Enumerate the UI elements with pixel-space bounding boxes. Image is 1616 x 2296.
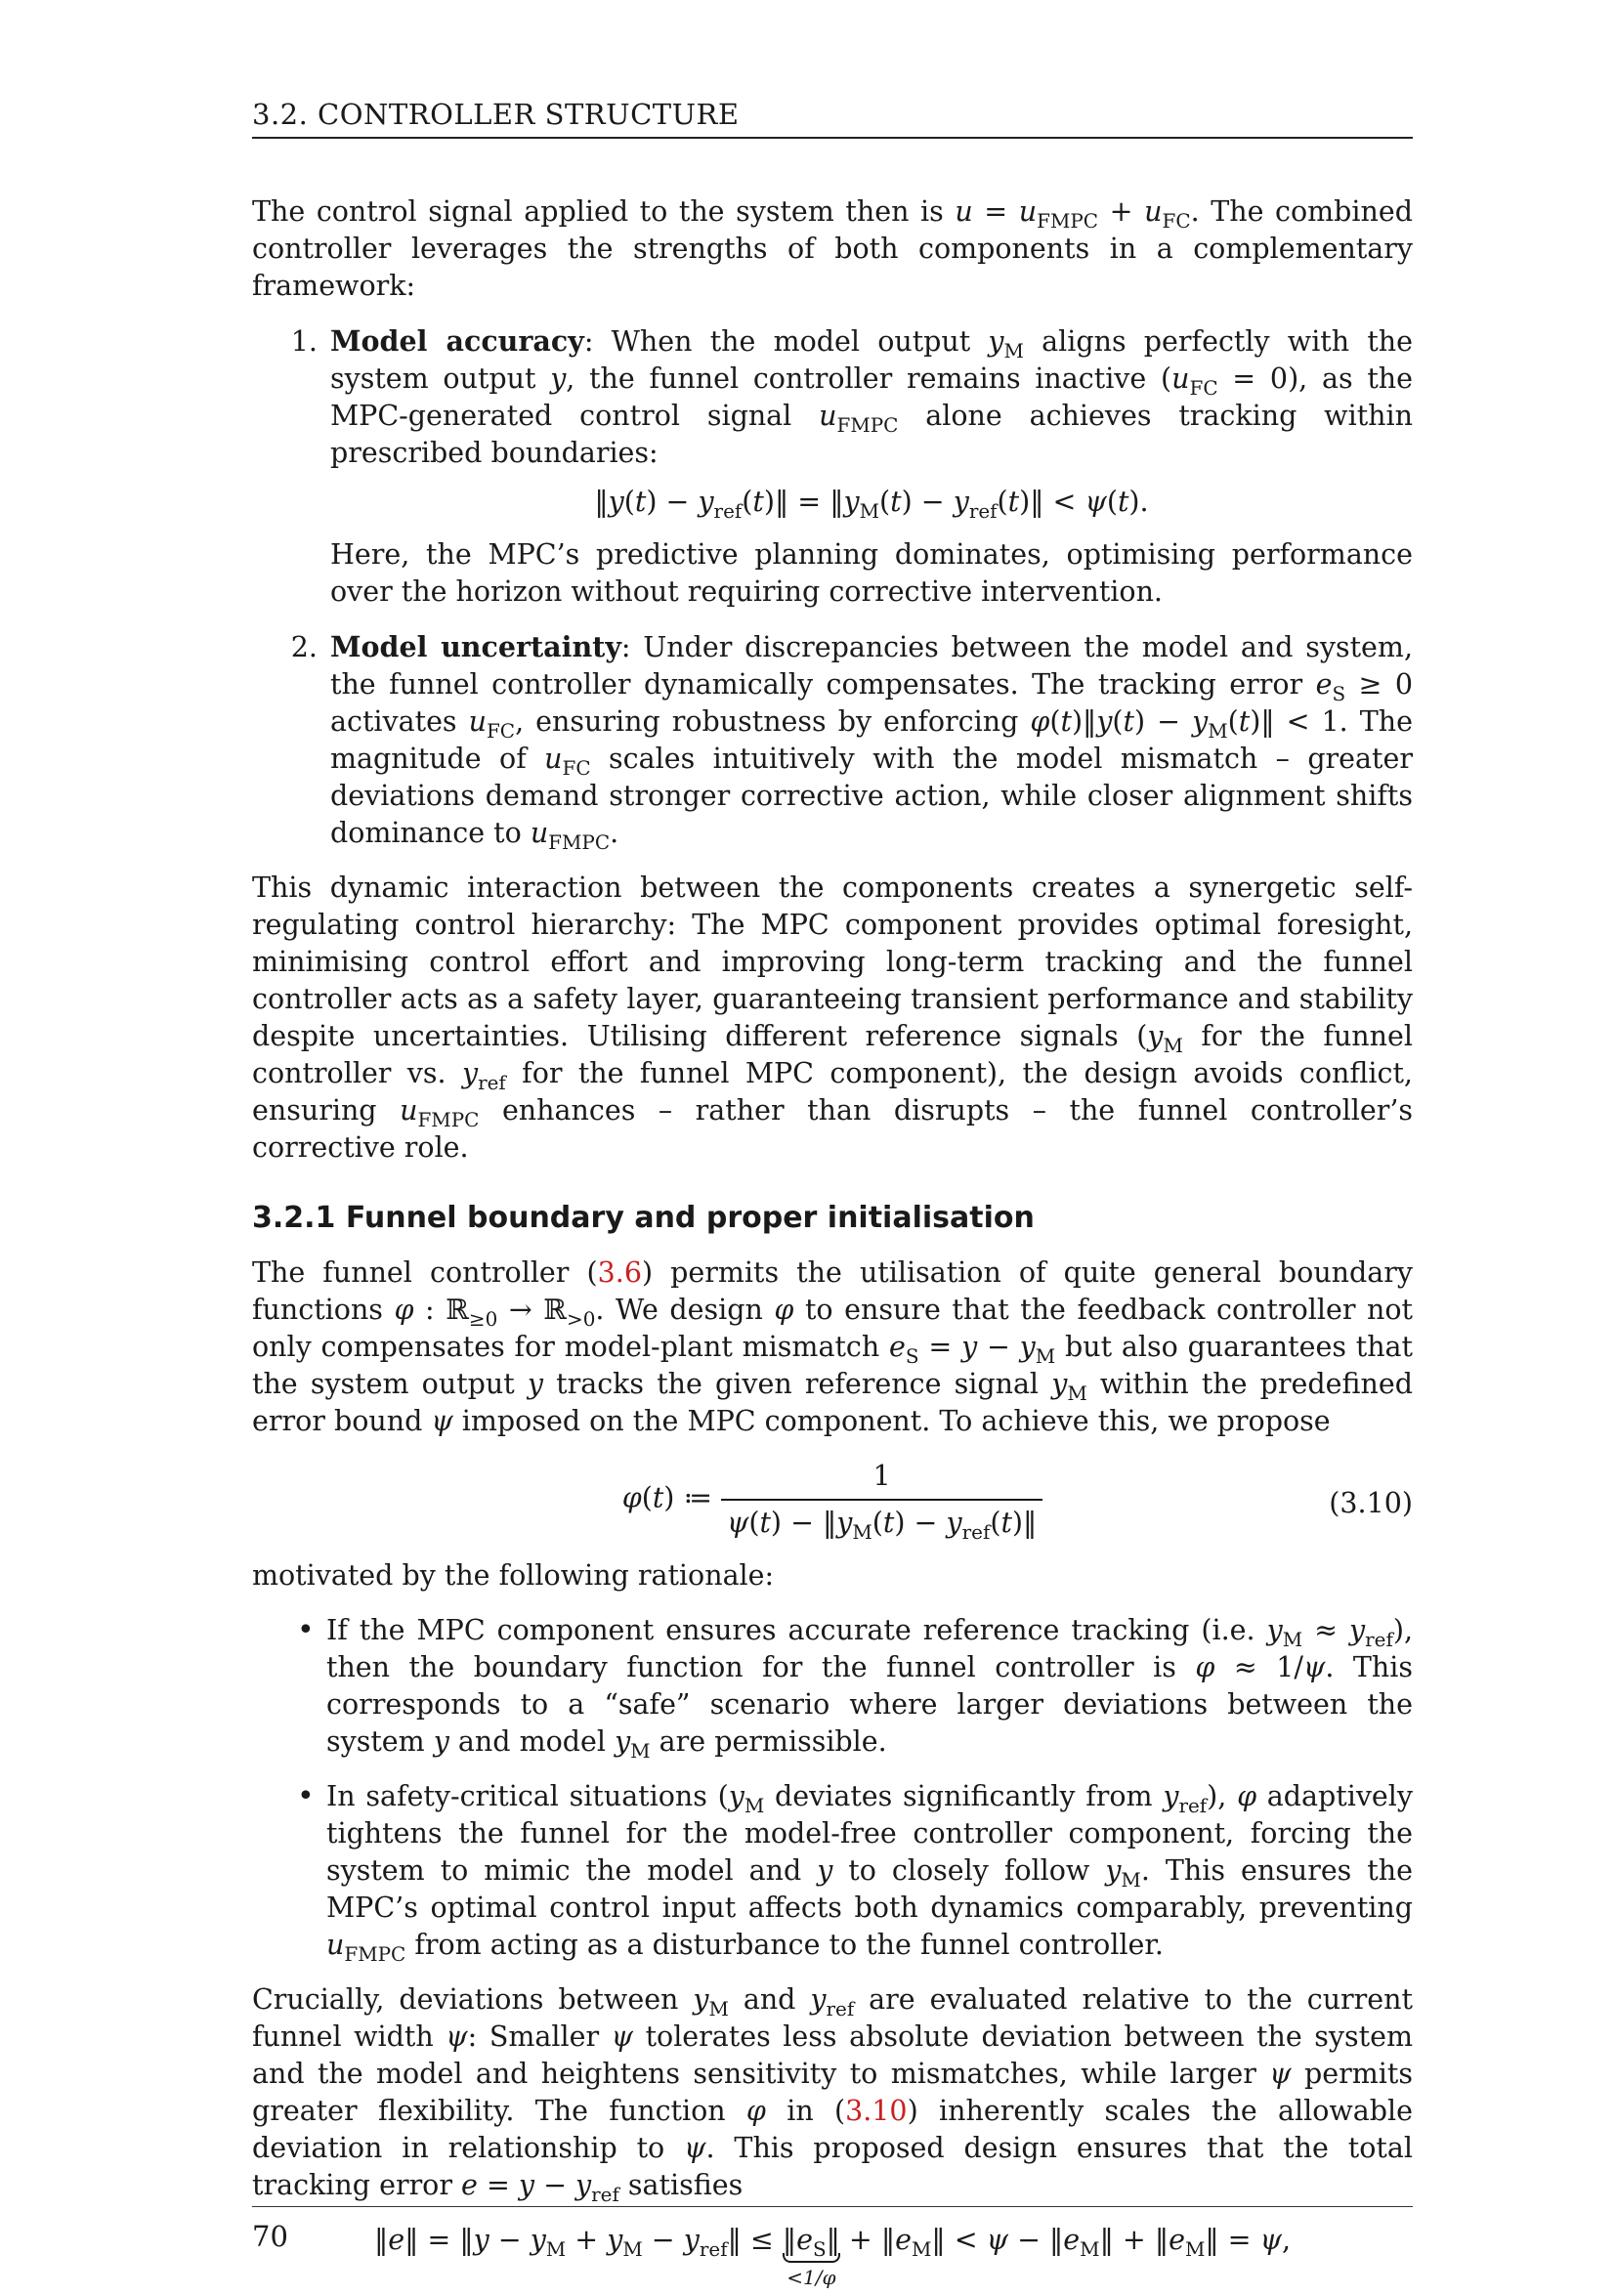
footer-rule — [252, 2206, 1413, 2207]
list-item-model-accuracy: 1. Model accuracy: When the model output $y_M$ aligns perfectly with the system output y, the funnel controller remains inactive $(u_{FC} = 0)$, as the MPC-generated control signal $u_{FMPC}$ alone achieves tracking within prescribed boundaries: ‖y(t) − $y_{ref}(t)‖$ = $‖y_M(t)$ − $y_{ref}(t)‖ < \psi(t)$. Here, the MPC’s predictive planning dominates, optimising performance over the horizon without requiring corrective intervention. — [326, 322, 1413, 611]
intro-paragraph: The control signal applied to the system then is $u = u_{FMPC} + u_{FC}$. The combined controller leverages the strengths of both components in a complementary framework: — [252, 195, 1414, 302]
equation-reference-link[interactable]: 3.6 — [597, 1256, 642, 1289]
bullet-safety-critical: • In safety-critical situations ($y_M$ deviates significantly from $y_{ref}$), φ adaptively tightens the funnel for the model-free controller component, forcing the system to mimic the model and y to closely follow $y_M$. This ensures the MPC’s optimal control input affects both dynamics comparably, preventing $u_{FMPC}$ from acting as a disturbance to the funnel controller. — [326, 1778, 1413, 1964]
list-item-model-uncertainty: 2. Model uncertainty: Under discrepancies between the model and system, the funnel controller dynamically compensates. The tracking error $e_S \ge 0$ activates $u_{FC}$, ensuring robustness by enforcing φ(t)‖y(t) − $y_M(t)‖ < 1$. The magnitude of $u_{FC}$ scales intuitively with the model mismatch – greater deviations demand stronger corrective action, while closer alignment shifts dominance to $u_{FMPC}$. — [326, 628, 1413, 852]
funnel-boundary-paragraph: The funnel controller (3.6) permits the utilisation of quite general boundary functions φ : ℝ$_{\ge 0}$ → ℝ$_{>0}$. We design φ to ensure that the feedback controller not only compensates for model-plant mismatch $e_S = y - y_M$ but also guarantees that the system output y tracks the given reference signal $y_M$ within the predefined error bound ψ imposed on the MPC component. To achieve this, we propose — [252, 1256, 1413, 1437]
underbrace-label: <1/φ — [787, 2266, 836, 2289]
running-head: 3.2. CONTROLLER STRUCTURE — [252, 98, 1413, 139]
controller-cases-list — [252, 322, 1413, 852]
equation-reference-link[interactable]: 3.10 — [845, 2095, 908, 2127]
section-heading: 3.2.1 Funnel boundary and proper initialisation — [252, 1201, 1035, 1235]
page-body — [252, 193, 1414, 2289]
rationale-list — [252, 1612, 1413, 1964]
deviation-paragraph: Crucially, deviations between $y_M$ and $y_{ref}$ are evaluated relative to the current funnel width ψ: Smaller ψ tolerates less absolute deviation between the system and the model and heightens sensitivity to mismatches, while larger ψ permits greater flexibility. The function φ in (3.10) inherently scales the allowable deviation in relationship to ψ. This proposed design ensures that the total tracking error $e = y - y_{ref}$ satisfies — [252, 1983, 1413, 2206]
equation-total-error: ‖e‖ = ‖y − $y_M + y_M$ − $y_{ref}‖$ ≤ $‖e_S‖$ <1/φ + $‖e_M‖ < \psi$ − $‖e_M‖$ + $‖e_M‖ = \psi$, — [252, 2222, 1413, 2259]
underbrace: $‖e_S‖$ <1/φ — [783, 2222, 840, 2259]
bullet-accurate-tracking: • If the MPC component ensures accurate reference tracking (i.e. $y_M \approx y_{ref}$), then the boundary function for the funnel controller is φ ≈ 1/ψ. This corresponds to a “safe” scenario where larger deviations between the system y and model $y_M$ are permissible. — [326, 1612, 1413, 1761]
model-accuracy-remark: Here, the MPC’s predictive planning dominates, optimising performance over the horizon without requiring corrective intervention. — [330, 538, 1413, 608]
equation-3-10: φ(t) ≔ $\frac{1}{\psi(t) - ‖y_M(t) - y_{ref}(t)‖}$ (3.10) — [621, 1460, 1413, 1544]
interaction-paragraph: This dynamic interaction between the components creates a synergetic self-regulating control hierarchy: The MPC component provides optimal foresight, minimising control effort and improving long-term tracking and the funnel controller acts as a safety layer, guaranteeing transient performance and stability despite uncertainties. Utilising different reference signals ($y_M$ for the funnel controller vs. $y_{ref}$ for the funnel MPC component), the design avoids conflict, ensuring $u_{FMPC}$ enhances – rather than disrupts – the funnel controller’s corrective role. — [252, 872, 1413, 1164]
rationale-intro: motivated by the following rationale: — [252, 1559, 775, 1592]
fraction: $\frac{1}{\psi(t) - ‖y_M(t) - y_{ref}(t)‖}$ — [721, 1458, 1042, 1542]
page-number: 70 — [252, 2220, 288, 2253]
equation-model-accuracy: ‖y(t) − $y_{ref}(t)‖$ = $‖y_M(t)$ − $y_{ref}(t)‖ < \psi(t)$. — [594, 486, 1149, 523]
equation-number: (3.10) — [1329, 1487, 1413, 1519]
